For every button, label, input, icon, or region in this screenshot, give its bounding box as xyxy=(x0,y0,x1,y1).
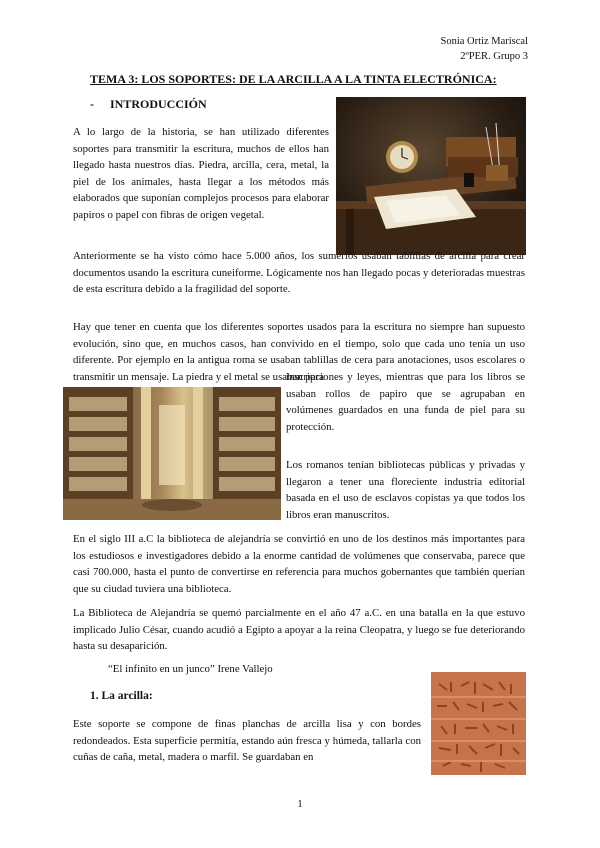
paragraph-roman-libraries: Los romanos tenían bibliotecas públicas y privadas y llegaron a tener una floreciente industria editorial basada en el uso de esclavos copistas ya que todos los libros eran manuscritos. xyxy=(286,459,525,521)
desk-books-image xyxy=(336,97,526,255)
paragraph-intro-1: A lo largo de la historia, se han utilizado diferentes soportes para transmitir la escritura, muchos de ellos han llegado hasta nuestros días. Piedra, arcilla, cera, metal, la piel de los animales, hasta llegar a los métodos más elaborados que suponían complejos procesos para elaborar papiros o papel con fibras de origen vegetal. xyxy=(73,126,329,221)
header-course: 2ºPER. Grupo 3 xyxy=(460,51,528,62)
header-author: Sonia Ortiz Mariscal xyxy=(440,36,528,47)
library-image xyxy=(63,387,281,520)
paragraph-intro-2: Anteriormente se ha visto cómo hace 5.000 años, los sumerios usaban tablillas de arcilla para crear documentos usando la escritura cuneiforme. Lógicamente nos han llegado pocas y deterioradas muestras de esta escritura debido a la fragilidad del soporte. xyxy=(73,250,525,295)
document-title: TEMA 3: LOS SOPORTES: DE LA ARCILLA A LA TINTA ELECTRÓNICA: xyxy=(90,72,497,86)
paragraph-roman-supports: Hay que tener en cuenta que los diferentes soportes usados para la escritura no siempre han supuesto evolución, sino que, en muchos casos, han convivido en el tiempo, solo que cada uno tenía un uso diferente. Por ejemplo en la antigua roma se usaban tablillas de cera para anotaciones, usos escolares o transmitir un mensaje. La piedra y el metal se usaban para xyxy=(73,321,525,383)
section-heading-clay: 1. La arcilla: xyxy=(90,690,153,702)
paragraph-clay: Este soporte se compone de finas planchas de arcilla lisa y con bordes redondeados. Esta superficie permitía, estando aún fresca y húmeda, tallarla con cuñas de caña, metal, madera o marfil. Se guardaban en xyxy=(73,718,421,763)
page-number: 1 xyxy=(297,798,303,810)
paragraph-alexandria: En el siglo III a.C la biblioteca de alejandría se convirtió en uno de los destinos más importantes para los estudiosos e investigadores debido a la enorme cantidad de volúmenes que conservaba, parece que casi 700.000, hasta el punto de convertirse en referencia para muchos gobernantes que también querían que su ciudad tuviera una biblioteca. xyxy=(73,533,525,595)
intro-dash: - xyxy=(90,97,94,111)
book-quote: “El infinito en un junco” Irene Vallejo xyxy=(108,663,273,675)
cuneiform-tablet-image xyxy=(431,672,526,775)
paragraph-roman-supports-cont: inscripciones y leyes, mientras que para los libros se usaban rollos de papiro que se agrupaban en volúmenes guardados en una funda de piel para su protección. xyxy=(286,371,525,433)
intro-heading-text: INTRODUCCIÓN xyxy=(110,97,207,111)
paragraph-alexandria-fire: La Biblioteca de Alejandría se quemó parcialmente en el año 47 a.C. en una batalla en la que estuvo implicado Julio César, cuando acudió a Egipto a apoyar a la reina Cleopatra, y luego se fue deteriorando hasta su desaparición. xyxy=(73,607,525,652)
